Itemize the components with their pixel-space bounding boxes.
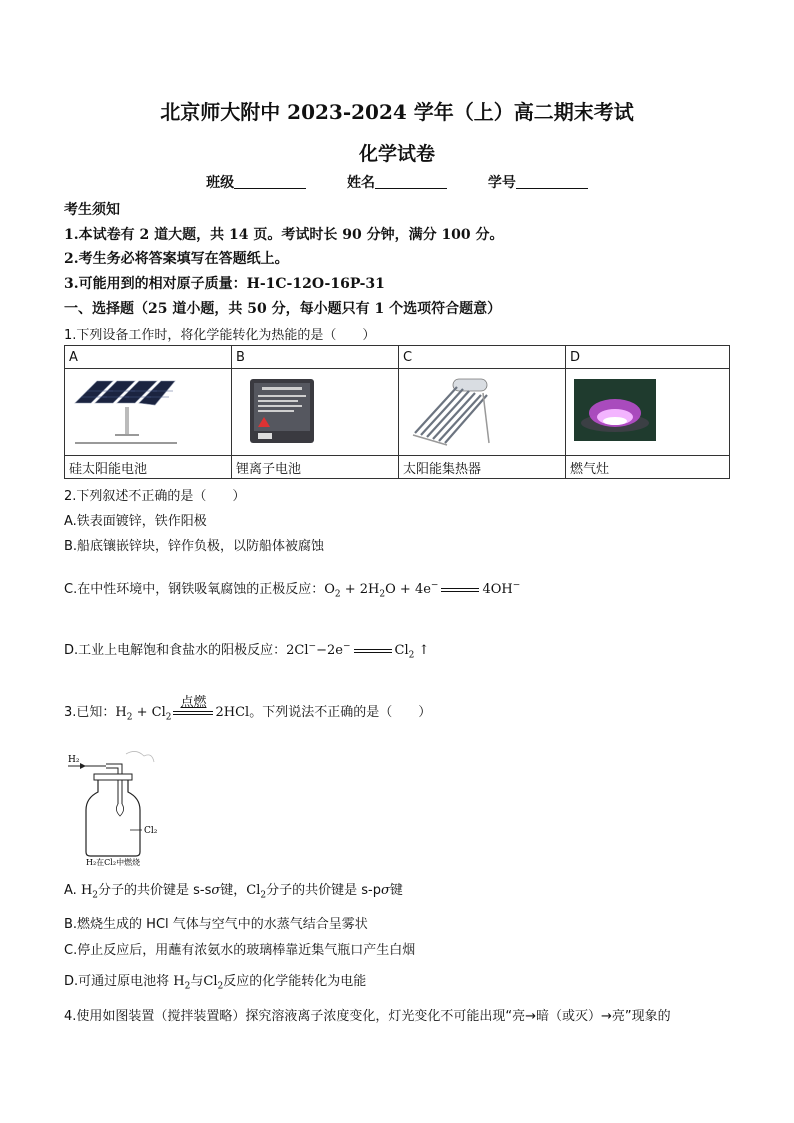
q3-option-b: B.燃烧生成的 HCl 气体与空气中的水蒸气结合呈雾状 [64,917,368,932]
q1-options-table [64,345,730,479]
gas-stove-cell [566,369,730,456]
fig-cl2-label: Cl₂ [144,826,158,836]
student-info-line [0,172,794,192]
solar-panel-icon [69,373,179,447]
q2-option-c: C.在中性环境中，钢铁吸氧腐蚀的正极反应：$O_2 + 2H_2O + 4e^-$ 4OH− [64,580,521,600]
solar-heater-cell [399,369,566,456]
lithium-battery-icon [236,373,336,447]
name-blank [375,174,447,189]
q3-option-c: C.停止反应后，用蘸有浓氨水的玻璃棒靠近集气瓶口产生白烟 [64,943,416,958]
q3-equation: $H_2 + Cl_2$ 点燃 2HCl [115,705,249,720]
name-label: 姓名 [347,175,375,191]
option-label-c: 太阳能集热器 [399,456,566,479]
gas-flame-icon [570,377,660,443]
q2-option-a: A.铁表面镀锌，铁作阳极 [64,514,207,529]
section-heading: 一、选择题（25 道小题，共 50 分，每小题只有 1 个选项符合题意） [64,301,502,317]
notice-item-3: 3.可能用到的相对原子质量：H-1C-12O-16P-31 [64,276,385,292]
q1-stem: 1.下列设备工作时，将化学能转化为热能的是（ ） [64,328,376,343]
h2-burning-apparatus-diagram [64,746,174,868]
solar-water-heater-icon [403,373,499,447]
class-blank [234,174,306,189]
fig-caption: H₂在Cl₂中燃烧 [86,858,141,867]
class-label: 班级 [206,175,235,191]
option-letter-c: C [399,346,566,369]
q3-stem: 3.已知：$H_2 + Cl_2$ 点燃 2HCl。下列说法不正确的是（ ） [64,701,431,723]
q3-option-a: A. $H_2$分子的共价键是 s-sσ键，$Cl_2$分子的共价键是 s-pσ键 [64,883,403,901]
notice-item-1: 1.本试卷有 2 道大题，共 14 页。考试时长 90 分钟，满分 100 分。 [64,227,504,243]
battery-cell [232,369,399,456]
option-letter-b: B [232,346,399,369]
fig-h2-label: H₂ [68,755,80,765]
q4-stem: 4.使用如图装置（搅拌装置略）探究溶液离子浓度变化，灯光变化不可能出现“亮→暗（或灭）→亮”现象的 [64,1009,671,1024]
id-label: 学号 [487,175,516,191]
option-label-d: 燃气灶 [566,456,730,479]
q3-condition: 点燃 [180,694,207,710]
option-letter-d: D [566,346,730,369]
q2-c-equation: $O_2 + 2H_2O + 4e^-$ 4OH− [324,580,521,600]
q3-option-d: D.可通过原电池将 $H_2$与$Cl_2$反应的化学能转化为电能 [64,974,367,992]
page-subtitle: 化学试卷 [358,143,435,165]
notice-item-2: 2.考生务必将答案填写在答题纸上。 [64,251,289,267]
option-letter-a: A [65,346,232,369]
option-label-b: 锂离子电池 [232,456,399,479]
id-blank [516,174,588,189]
q2-option-b: B.船底镶嵌锌块，锌作负极，以防船体被腐蚀 [64,539,325,554]
page-title: 北京师大附中 2023-2024 学年（上）高二期末考试 [160,100,634,124]
solar-panel-cell [65,369,232,456]
q2-option-d: D.工业上电解饱和食盐水的阳极反应：2Cl−−2e− $Cl_2$ ↑ [64,641,430,661]
notice-heading: 考生须知 [64,202,120,218]
option-label-a: 硅太阳能电池 [65,456,232,479]
q2-stem: 2.下列叙述不正确的是（ ） [64,489,246,504]
q2-d-equation: 2Cl−−2e− $Cl_2$ ↑ [286,641,430,661]
